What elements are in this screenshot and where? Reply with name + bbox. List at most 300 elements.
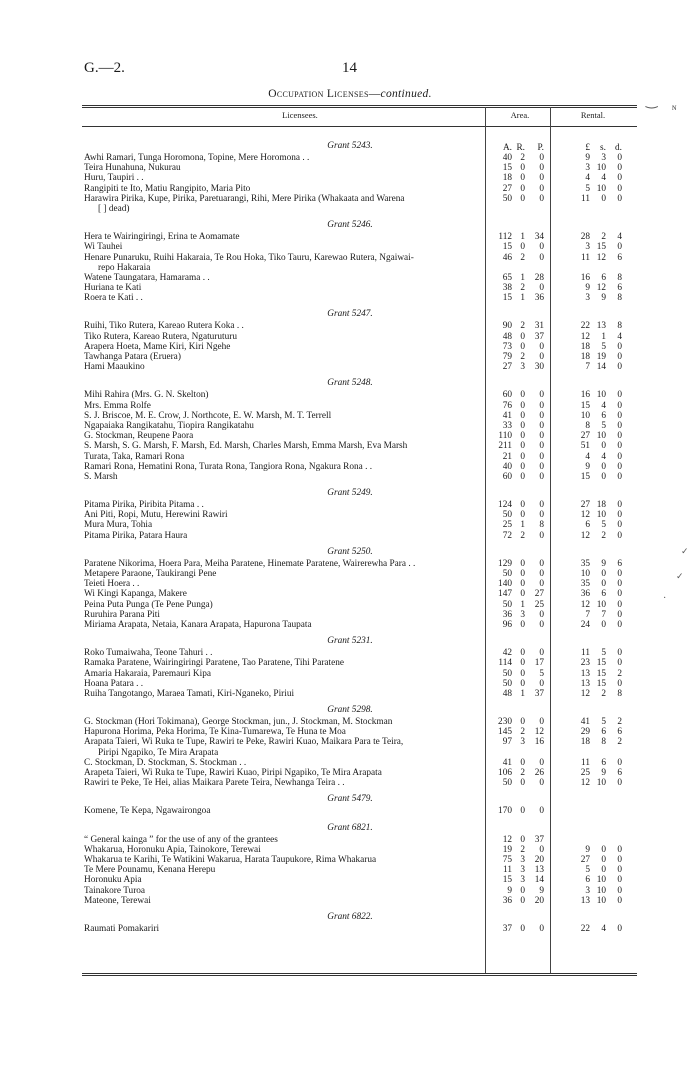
area-acres: 230 (498, 717, 512, 728)
rental-pence: 2 (617, 737, 622, 748)
licensee-names: Mihi Rahira (Mrs. G. N. Skelton) (84, 390, 209, 401)
area-acres: 41 (502, 757, 512, 768)
area-perches: 13 (534, 865, 544, 876)
grant-heading-row (0, 635, 700, 648)
rental-shillings: 8 (601, 737, 606, 748)
area-roods: 0 (520, 471, 525, 482)
area-acres: 46 (502, 252, 512, 263)
area-roods: 0 (520, 193, 525, 204)
licensee-names: Teieti Hoera . . (84, 579, 140, 590)
area-acres: 11 (503, 865, 512, 876)
licensee-names: Ruiha Tangotango, Maraea Tamati, Kiri-Nganeko, Piriui (84, 688, 295, 699)
licensee-row (0, 194, 700, 204)
area-acres: 50 (502, 668, 512, 679)
licensee-names: S. Marsh (84, 471, 118, 482)
area-acres: 36 (502, 895, 512, 906)
area-perches: 27 (534, 589, 544, 600)
area-perches: 30 (534, 362, 544, 373)
area-acres: 140 (498, 579, 512, 590)
area-roods: 2 (520, 153, 525, 163)
rental-shillings: 5 (601, 648, 606, 659)
licensee-names: Piripi Ngapiko, Te Mira Arapata (98, 747, 219, 758)
licensee-names: G. Stockman, Reupene Paora (84, 431, 194, 442)
rental-pounds: 22 (580, 321, 590, 332)
rental-pence: 4 (617, 331, 622, 342)
licensee-row (0, 253, 700, 263)
licensee-row (0, 184, 700, 194)
rental-shillings: 12 (596, 283, 606, 294)
rental-pounds: 6 (585, 520, 590, 531)
margin-mark-b: ɴ (672, 102, 677, 112)
rental-pounds: 10 (580, 410, 590, 421)
area-perches: 0 (539, 431, 544, 442)
area-acres: 112 (498, 232, 512, 243)
area-acres: 15 (502, 293, 512, 304)
licensee-names: Horonuku Apia (84, 875, 142, 886)
area-acres: 50 (502, 569, 512, 579)
margin-mark-d: ✓ (681, 546, 689, 556)
rental-pence: 0 (617, 579, 622, 590)
area-perches: 0 (539, 648, 544, 659)
rental-pence: 6 (617, 558, 622, 569)
rental-pence: 0 (617, 778, 622, 789)
grant-title: Grant 5246. (327, 220, 373, 231)
area-perches: 0 (539, 778, 544, 789)
rental-pounds: 12 (580, 331, 590, 342)
area-acres: 48 (502, 331, 512, 342)
rental-pence: 0 (617, 341, 622, 352)
area-acres: 15 (502, 875, 512, 886)
rental-shillings: 15 (596, 678, 606, 689)
rental-pence: 8 (617, 272, 622, 283)
unit-label-d: d. (615, 143, 622, 153)
rental-pounds: 36 (580, 589, 590, 600)
area-roods: 1 (520, 293, 525, 304)
area-acres: 97 (502, 737, 512, 748)
rental-pounds: 4 (585, 173, 590, 184)
caption-main: Occupation Licenses— (268, 88, 381, 100)
area-perches: 37 (534, 688, 544, 699)
licensee-row (0, 173, 700, 183)
area-perches: 16 (534, 737, 544, 748)
licensee-row (0, 845, 700, 855)
licensee-row (0, 273, 700, 283)
licensee-names: Wi Kingi Kapanga, Makere (84, 589, 187, 600)
rental-pounds: 27 (580, 431, 590, 442)
licensee-names: Pitama Pirika, Patara Haura (84, 530, 188, 541)
grant-heading-row (0, 822, 700, 835)
licensee-row (0, 293, 700, 303)
area-acres: 75 (502, 854, 512, 865)
area-acres: 33 (502, 420, 512, 431)
rental-pence: 0 (617, 757, 622, 768)
area-perches: 0 (539, 678, 544, 689)
area-perches: 0 (539, 844, 544, 855)
area-acres: 50 (502, 778, 512, 789)
area-acres: 106 (498, 768, 512, 778)
area-acres: 19 (502, 844, 512, 855)
rental-pounds: 10 (580, 569, 590, 579)
licensee-names: Huriana te Kati (84, 283, 142, 294)
area-acres: 50 (502, 678, 512, 689)
area-perches: 20 (534, 854, 544, 865)
area-roods: 3 (520, 362, 525, 373)
licensee-names: Amaria Hakaraia, Paremauri Kipa (84, 668, 211, 679)
area-roods: 2 (520, 321, 525, 332)
rental-pence: 0 (617, 589, 622, 600)
area-roods: 2 (520, 352, 525, 362)
licensee-row (0, 232, 700, 242)
area-perches: 12 (534, 727, 544, 738)
rental-pence: 0 (617, 609, 622, 620)
area-roods: 2 (520, 530, 525, 541)
rental-pounds: 9 (585, 844, 590, 855)
area-perches: 37 (534, 834, 544, 845)
area-roods: 0 (520, 410, 525, 421)
rental-shillings: 10 (596, 885, 606, 896)
header-rule (82, 126, 637, 127)
rental-shillings: 0 (601, 854, 606, 865)
rental-pence: 0 (617, 163, 622, 174)
area-roods: 0 (520, 431, 525, 442)
licensee-row (0, 875, 700, 885)
licensee-row (0, 531, 700, 541)
licensee-row (0, 924, 700, 934)
rental-pence: 6 (617, 727, 622, 738)
area-roods: 0 (520, 895, 525, 906)
area-perches: 0 (539, 252, 544, 263)
rental-shillings: 4 (601, 923, 606, 934)
licensee-names: repo Hakaraia (98, 262, 151, 273)
rental-pounds: 9 (585, 283, 590, 294)
area-roods: 0 (520, 619, 525, 630)
licensee-names: Hapurona Horima, Peka Horima, Te Kina-Tumarewa, Te Huna te Moa (84, 727, 346, 738)
rental-pence: 0 (617, 352, 622, 362)
licensee-row (0, 569, 700, 579)
rental-pounds: 23 (580, 658, 590, 669)
licensee-row (0, 500, 700, 510)
unit-label-a: A. (502, 143, 512, 153)
licensee-names: Pitama Pirika, Piribita Pitama . . (84, 500, 204, 511)
area-roods: 0 (520, 658, 525, 669)
licensee-names: Raumati Pomakariri (84, 923, 160, 934)
rental-shillings: 0 (601, 569, 606, 579)
unit-label-r: R. (516, 143, 525, 153)
area-perches: 0 (539, 341, 544, 352)
licensee-names: Henare Punaruku, Ruihi Hakaraia, Te Rou Hoka, Tiko Tauru, Karewao Rutera, Ngaiwai- (84, 252, 414, 263)
area-perches: 0 (539, 193, 544, 204)
rental-pence: 0 (617, 153, 622, 163)
area-acres: 65 (502, 272, 512, 283)
rental-shillings: 6 (601, 589, 606, 600)
area-perches: 14 (534, 875, 544, 886)
area-perches: 0 (539, 390, 544, 401)
rental-pounds: 12 (580, 688, 590, 699)
rental-pence: 0 (617, 530, 622, 541)
licensee-names: Arapera Hoeta, Mame Kiri, Kiri Ngehe (84, 341, 231, 352)
area-roods: 0 (520, 242, 525, 253)
licensee-names: Ruihi, Tiko Rutera, Kareao Rutera Koka . . (84, 321, 244, 332)
area-perches: 31 (534, 321, 544, 332)
rental-shillings: 5 (601, 520, 606, 531)
licensee-row (0, 768, 700, 778)
grant-title: Grant 6821. (327, 822, 373, 833)
licensee-names: Tiko Rutera, Kareao Rutera, Ngaturuturu (84, 331, 238, 342)
rental-pounds: 3 (585, 885, 590, 896)
rental-pounds: 22 (580, 923, 590, 934)
grant-title: Grant 5298. (327, 705, 373, 716)
licensee-row (0, 352, 700, 362)
rental-shillings: 3 (601, 153, 606, 163)
licensee-names: Mura Mura, Tohia (84, 520, 153, 531)
licensee-names: Miriama Arapata, Netaia, Kanara Arapata, Hapurona Taupata (84, 619, 312, 630)
area-acres: 170 (498, 806, 512, 817)
rental-shillings: 9 (601, 768, 606, 778)
licensee-row (0, 679, 700, 689)
rental-pounds: 9 (585, 461, 590, 472)
area-acres: 60 (502, 471, 512, 482)
grant-heading-row (0, 546, 700, 559)
area-roods: 0 (520, 589, 525, 600)
licensee-row (0, 896, 700, 906)
area-acres: 96 (502, 619, 512, 630)
area-roods: 0 (520, 558, 525, 569)
area-acres: 129 (498, 558, 512, 569)
rental-shillings: 10 (596, 599, 606, 610)
area-perches: 37 (534, 331, 544, 342)
licensee-names: “ General kainga ” for the use of any of the grantees (84, 834, 278, 845)
rental-shillings: 4 (601, 400, 606, 411)
area-roods: 0 (520, 420, 525, 431)
rental-shillings: 6 (601, 727, 606, 738)
rental-pence: 6 (617, 252, 622, 263)
area-roods: 0 (520, 757, 525, 768)
rental-shillings: 7 (601, 609, 606, 620)
licensee-row (0, 520, 700, 530)
area-roods: 1 (520, 688, 525, 699)
rental-pence: 6 (617, 283, 622, 294)
rental-pence: 0 (617, 193, 622, 204)
rental-pounds: 13 (580, 895, 590, 906)
grant-title: Grant 5250. (327, 546, 373, 557)
licensee-row (0, 321, 700, 331)
licensee-row (0, 865, 700, 875)
licensee-row (0, 806, 700, 816)
licensee-row (0, 441, 700, 451)
area-perches: 0 (539, 400, 544, 411)
licensee-names: Teira Hunahuna, Nukurau (84, 163, 181, 174)
rental-pounds: 18 (580, 341, 590, 352)
licensee-names: Paratene Nikorima, Hoera Para, Meiha Paratene, Hinemate Paratene, Wairerewha Para . . (84, 558, 416, 569)
rental-pence: 0 (617, 923, 622, 934)
bottom-rule (82, 973, 637, 974)
rental-pounds: 11 (581, 193, 590, 204)
area-roods: 0 (520, 648, 525, 659)
licensee-names: Roera te Kati . . (84, 293, 143, 304)
area-acres: 76 (502, 400, 512, 411)
licensee-row (0, 717, 700, 727)
grant-title: Grant 5231. (327, 636, 373, 647)
area-perches: 9 (539, 885, 544, 896)
rental-pence: 0 (617, 431, 622, 442)
licensee-names: Harawira Pirika, Kupe, Pirika, Paretuarangi, Rihi, Mere Pirika (Whakaata and Warena (84, 193, 405, 204)
area-acres: 15 (502, 242, 512, 253)
rental-shillings: 2 (601, 530, 606, 541)
area-acres: 40 (502, 153, 512, 163)
area-acres: 50 (502, 510, 512, 521)
rental-pence: 0 (617, 520, 622, 531)
licensee-row (0, 620, 700, 630)
grant-title: Grant 5243. (327, 141, 373, 151)
rental-pounds: 28 (580, 232, 590, 243)
area-acres: 27 (502, 362, 512, 373)
rental-shillings: 5 (601, 420, 606, 431)
licensee-row (0, 431, 700, 441)
area-roods: 0 (520, 331, 525, 342)
rental-pounds: 6 (585, 875, 590, 886)
area-roods: 2 (520, 844, 525, 855)
area-roods: 0 (520, 390, 525, 401)
area-roods: 0 (520, 183, 525, 194)
unit-label-s: s. (600, 143, 606, 153)
licensee-row (0, 855, 700, 865)
bottom-rule-inner (82, 975, 637, 976)
rental-shillings: 9 (601, 558, 606, 569)
area-roods: 0 (520, 461, 525, 472)
area-perches: 36 (534, 293, 544, 304)
rental-pence: 0 (617, 865, 622, 876)
rental-shillings: 12 (596, 252, 606, 263)
area-perches: 0 (539, 530, 544, 541)
column-header-area: Area. (510, 110, 530, 120)
area-perches: 0 (539, 441, 544, 452)
rental-shillings: 4 (601, 451, 606, 462)
rental-pounds: 4 (585, 451, 590, 462)
area-perches: 0 (539, 500, 544, 511)
area-perches: 0 (539, 558, 544, 569)
rental-pounds: 12 (580, 599, 590, 610)
rental-pounds: 15 (580, 400, 590, 411)
area-acres: 48 (502, 688, 512, 699)
area-perches: 0 (539, 183, 544, 194)
grant-spacer (0, 934, 700, 939)
rental-pence: 0 (617, 895, 622, 906)
licensee-row (0, 758, 700, 768)
area-roods: 0 (520, 400, 525, 411)
area-acres: 42 (502, 648, 512, 659)
licensee-row (0, 283, 700, 293)
margin-mark-a: ‿ (646, 94, 658, 109)
licensee-row (0, 510, 700, 520)
area-roods: 3 (520, 865, 525, 876)
rental-pence: 0 (617, 173, 622, 184)
area-perches: 5 (539, 668, 544, 679)
rental-pounds: 12 (580, 510, 590, 521)
rental-pence: 2 (617, 717, 622, 728)
area-acres: 21 (502, 451, 512, 462)
rental-pence: 0 (617, 390, 622, 401)
caption-continued: continued. (380, 88, 432, 100)
licensee-names: Huru, Taupiri . . (84, 173, 144, 184)
area-acres: 27 (502, 183, 512, 194)
area-perches: 0 (539, 923, 544, 934)
rental-shillings: 10 (596, 163, 606, 174)
rental-pounds: 13 (580, 668, 590, 679)
rental-shillings: 6 (601, 272, 606, 283)
area-perches: 0 (539, 757, 544, 768)
rental-shillings: 10 (596, 431, 606, 442)
area-acres: 36 (502, 609, 512, 620)
licensee-row (0, 737, 700, 747)
area-roods: 0 (520, 717, 525, 728)
area-perches: 28 (534, 272, 544, 283)
column-header-licensees: Licensees. (282, 110, 318, 120)
area-acres: 90 (502, 321, 512, 332)
licensee-row (0, 342, 700, 352)
rental-shillings: 10 (596, 778, 606, 789)
licensee-names: Arapeta Taieri, Wi Ruka te Tupe, Rawiri Kuao, Piripi Ngapiko, Te Mira Arapata (84, 768, 382, 778)
area-acres: 50 (502, 599, 512, 610)
rental-pounds: 12 (580, 530, 590, 541)
rental-pence: 0 (617, 510, 622, 521)
rental-pence: 4 (617, 232, 622, 243)
area-acres: 41 (502, 410, 512, 421)
rental-shillings: 5 (601, 717, 606, 728)
area-roods: 0 (520, 834, 525, 845)
licensee-names: Ngapaiaka Rangikatahu, Tiopira Rangikatahu (84, 420, 254, 431)
rental-shillings: 0 (601, 579, 606, 590)
rental-shillings: 15 (596, 668, 606, 679)
area-roods: 3 (520, 854, 525, 865)
rental-pounds: 7 (585, 362, 590, 373)
licensee-names: Roko Tumaiwaha, Teone Tahuri . . (84, 648, 213, 659)
rental-shillings: 9 (601, 293, 606, 304)
licensee-names: Ramaka Paratene, Wairingiringi Paratene, Tao Paratene, Tihi Paratene (84, 658, 345, 669)
unit-label-l: £ (585, 143, 590, 153)
area-roods: 0 (520, 668, 525, 679)
area-roods: 1 (520, 520, 525, 531)
area-perches: 0 (539, 471, 544, 482)
area-perches: 8 (539, 520, 544, 531)
licensee-names: Awhi Ramari, Tunga Horomona, Topine, Mere Horomona . . (84, 153, 310, 163)
rental-pence: 0 (617, 658, 622, 669)
area-perches: 17 (534, 658, 544, 669)
licensee-names: Whakarua, Horonuku Apia, Tainokore, Terewai (84, 844, 261, 855)
area-perches: 0 (539, 806, 544, 817)
rental-pounds: 25 (580, 768, 590, 778)
rental-shillings: 18 (596, 500, 606, 511)
licensee-names: Ruruhira Parana Piti (84, 609, 160, 620)
grant-title: Grant 5479. (327, 794, 373, 805)
rental-pounds: 35 (580, 558, 590, 569)
licensee-row (0, 689, 700, 699)
area-acres: 40 (502, 461, 512, 472)
top-rule-inner (82, 107, 637, 108)
rental-pounds: 18 (580, 352, 590, 362)
licensee-names: Ramari Rona, Hematini Rona, Turata Rona, Tangiora Rona, Ngakura Rona . . (84, 461, 373, 472)
rental-shillings: 10 (596, 390, 606, 401)
rental-shillings: 13 (596, 321, 606, 332)
area-roods: 0 (520, 885, 525, 896)
rental-pounds: 27 (580, 500, 590, 511)
area-perches: 0 (539, 579, 544, 590)
rental-pounds: 7 (585, 609, 590, 620)
area-perches: 0 (539, 163, 544, 174)
licenses-table-body (0, 140, 700, 939)
rental-shillings: 10 (596, 895, 606, 906)
grant-heading-row (0, 911, 700, 924)
rental-shillings: 15 (596, 658, 606, 669)
